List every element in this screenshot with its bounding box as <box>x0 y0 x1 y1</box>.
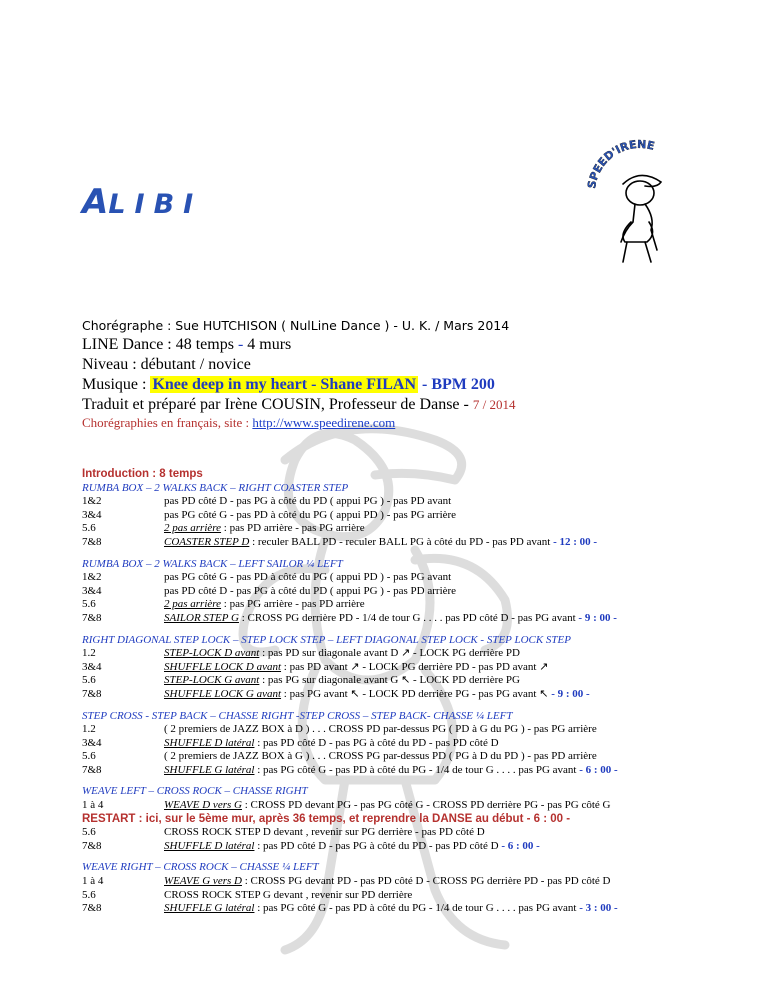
step-row <box>82 840 722 854</box>
step-count: 5.6 <box>82 826 96 839</box>
traduit-date: 7 / 2014 <box>472 397 516 412</box>
step-text: : pas PD côté D - pas PG à côté du PD - pas PD côté D <box>254 839 502 852</box>
step-row <box>82 522 722 536</box>
step-name: SAILOR STEP G <box>164 611 239 624</box>
step-text: : pas PG arrière - pas PD arrière <box>221 598 365 611</box>
step-row <box>82 902 722 916</box>
step-description <box>164 509 722 523</box>
step-description <box>164 723 722 737</box>
step-row <box>82 536 722 550</box>
step-name: SHUFFLE D latéral <box>164 736 255 749</box>
step-text: ( 2 premiers de JAZZ BOX à D ) . . . CROSS PD par-dessus PG ( PD à G du PG ) - pas PG arrière <box>164 723 597 736</box>
step-count: 5.6 <box>82 888 96 901</box>
step-description <box>164 750 722 764</box>
step-text: : CROSS PG derrière PD - 1/4 de tour G . . . . pas PD côté D - pas PG avant <box>238 611 579 624</box>
step-text: : pas PD côté D - pas PG à côté du PD - pas PD côté D <box>254 736 499 749</box>
step-description <box>164 902 722 916</box>
steps-body <box>82 468 722 916</box>
step-count: 1.2 <box>82 723 96 736</box>
step-row <box>82 750 722 764</box>
step-count: 1 à 4 <box>82 799 104 812</box>
line-dance-walls: 4 murs <box>247 336 292 353</box>
step-name: SHUFFLE G latéral <box>164 763 255 776</box>
step-text: pas PG côté G - pas PD à côté du PG ( appui PD ) - pas PG arrière <box>164 508 457 521</box>
step-row <box>82 661 722 675</box>
step-count: 7&8 <box>82 902 102 915</box>
step-name: 2 pas arrière <box>164 598 222 611</box>
wall-indicator: - 12 : 00 - <box>553 535 598 548</box>
step-description <box>164 647 722 661</box>
section-title: WEAVE RIGHT – CROSS ROCK – CHASSE ¼ LEFT <box>82 861 319 874</box>
step-name: STEP-LOCK D avant <box>164 647 260 660</box>
step-description <box>164 688 722 702</box>
step-text: : CROSS PG devant PD - pas PD côté D - CROSS PG derrière PD - pas PD côté D <box>241 875 611 888</box>
step-count: 1&2 <box>82 571 102 584</box>
speedirene-logo <box>585 138 695 268</box>
step-count: 5.6 <box>82 674 96 687</box>
step-row <box>82 764 722 778</box>
step-count: 7&8 <box>82 839 102 852</box>
step-name: 2 pas arrière <box>164 522 222 535</box>
step-description <box>164 495 722 509</box>
section-title: RIGHT DIAGONAL STEP LOCK – STEP LOCK STEP – LEFT DIAGONAL STEP LOCK - STEP LOCK STEP <box>82 633 571 646</box>
step-row <box>82 495 722 509</box>
step-description <box>164 522 722 536</box>
step-description <box>164 737 722 751</box>
step-text: : CROSS PD devant PG - pas PG côté G - CROSS PD derrière PG - pas PG côté G <box>241 799 611 812</box>
section-title: RUMBA BOX – 2 WALKS BACK – RIGHT COASTER STEP <box>82 481 349 494</box>
site-link[interactable]: http://www.speedirene.com <box>252 415 396 430</box>
step-description <box>164 674 722 688</box>
step-row <box>82 799 722 813</box>
step-row <box>82 889 722 903</box>
step-text: : pas PD sur diagonale avant D ↗ - LOCK PG derrière PD <box>259 647 520 660</box>
step-count: 3&4 <box>82 584 102 597</box>
step-name: STEP-LOCK G avant <box>164 674 260 687</box>
step-count: 7&8 <box>82 687 102 700</box>
step-description <box>164 612 722 626</box>
step-name: WEAVE D vers G <box>164 799 242 812</box>
step-text: pas PD côté D - pas PG à côté du PD ( appui PG ) - pas PD avant <box>164 495 452 508</box>
section-title: STEP CROSS - STEP BACK – CHASSE RIGHT -STEP CROSS – STEP BACK- CHASSE ¼ LEFT <box>82 709 513 722</box>
step-count: 5.6 <box>82 522 96 535</box>
step-row <box>82 612 722 626</box>
musique-line <box>82 375 722 395</box>
step-row <box>82 571 722 585</box>
step-row <box>82 674 722 688</box>
step-text: CROSS ROCK STEP G devant , revenir sur PD derrière <box>164 888 413 901</box>
step-description <box>164 661 722 675</box>
step-text: pas PD côté D - pas PG à côté du PD ( appui PG ) - pas PD arrière <box>164 584 457 597</box>
choregraphe-line: Chorégraphe : Sue HUTCHISON ( NulLine Dance ) - U. K. / Mars 2014 <box>82 318 510 333</box>
intro-line: Introduction : 8 temps <box>82 468 203 480</box>
step-text: : pas PG sur diagonale avant G ↖ - LOCK PD derrière PG <box>259 674 520 687</box>
step-name: SHUFFLE G latéral <box>164 902 255 915</box>
step-count: 1 à 4 <box>82 875 104 888</box>
step-row <box>82 723 722 737</box>
step-count: 3&4 <box>82 660 102 673</box>
site-line <box>82 415 722 431</box>
wall-indicator: - 3 : 00 - <box>579 902 618 915</box>
step-row <box>82 737 722 751</box>
dance-title-initial: A <box>82 182 109 222</box>
step-row <box>82 585 722 599</box>
step-description <box>164 826 722 840</box>
niveau-line: Niveau : débutant / novice <box>82 356 251 373</box>
step-name: WEAVE G vers D <box>164 875 242 888</box>
step-description <box>164 585 722 599</box>
step-description <box>164 840 722 854</box>
step-text: : pas PG côté G - pas PD à côté du PG - 1/4 de tour G . . . . pas PG avant <box>254 902 580 915</box>
dance-title <box>82 182 202 222</box>
musique-bpm: - BPM 200 <box>418 376 495 393</box>
step-name: SHUFFLE LOCK G avant <box>164 687 282 700</box>
step-text: pas PG côté G - pas PD à côté du PG ( appui PD ) - pas PG avant <box>164 571 452 584</box>
wall-indicator: - 6 : 00 - <box>501 839 540 852</box>
step-text: : pas PG côté G - pas PD à côté du PG - 1/4 de tour G . . . . pas PG avant <box>254 763 580 776</box>
step-description <box>164 536 722 550</box>
step-row <box>82 647 722 661</box>
musique-label: Musique : <box>82 376 151 393</box>
step-description <box>164 764 722 778</box>
step-description <box>164 799 722 813</box>
step-row <box>82 509 722 523</box>
site-label: Chorégraphies en français, site : <box>82 415 253 430</box>
restart-note: RESTART : ici, sur le 5ème mur, après 36 temps, et reprendre la DANSE au début - 6 : 00 - <box>82 812 571 825</box>
step-text: : pas PG avant ↖ - LOCK PD derrière PG - pas PG avant ↖ <box>281 687 552 700</box>
dance-title-rest: LIBI <box>108 189 203 220</box>
step-row <box>82 875 722 889</box>
step-text: ( 2 premiers de JAZZ BOX à G ) . . . CROSS PG par-dessus PD ( PG à D du PD ) - pas PD arrière <box>164 750 597 763</box>
header-block <box>82 318 722 431</box>
step-name: SHUFFLE D latéral <box>164 839 255 852</box>
step-count: 5.6 <box>82 750 96 763</box>
step-count: 1&2 <box>82 495 102 508</box>
step-description <box>164 875 722 889</box>
step-count: 7&8 <box>82 535 102 548</box>
step-text: : pas PD arrière - pas PG arrière <box>221 522 365 535</box>
step-row <box>82 826 722 840</box>
line-dance-line <box>82 335 722 355</box>
step-count: 3&4 <box>82 508 102 521</box>
step-row <box>82 688 722 702</box>
step-name: COASTER STEP D <box>164 535 250 548</box>
line-dance-count: LINE Dance : 48 temps <box>82 336 234 353</box>
step-description <box>164 598 722 612</box>
step-text: : pas PD avant ↗ - LOCK PG derrière PD - pas PD avant ↗ <box>281 660 549 673</box>
traduit-text: Traduit et préparé par Irène COUSIN, Professeur de Danse - <box>82 396 473 413</box>
traduit-line <box>82 395 722 415</box>
step-row <box>82 598 722 612</box>
step-description <box>164 571 722 585</box>
wall-indicator: - 6 : 00 - <box>579 763 618 776</box>
line-dance-sep: - <box>237 336 244 353</box>
step-description <box>164 889 722 903</box>
step-count: 3&4 <box>82 736 102 749</box>
step-count: 5.6 <box>82 598 96 611</box>
logo-text: SPEED'IRENE <box>585 138 656 190</box>
wall-indicator: - 9 : 00 - <box>578 611 617 624</box>
section-title: RUMBA BOX – 2 WALKS BACK – LEFT SAILOR ¼ LEFT <box>82 557 343 570</box>
step-name: SHUFFLE LOCK D avant <box>164 660 282 673</box>
step-count: 7&8 <box>82 763 102 776</box>
step-count: 1.2 <box>82 647 96 660</box>
step-text: : reculer BALL PD - reculer BALL PG à côté du PD - pas PD avant <box>249 535 554 548</box>
wall-indicator: - 9 : 00 - <box>551 687 590 700</box>
step-text: CROSS ROCK STEP D devant , revenir sur PG derrière - pas PD côté D <box>164 826 485 839</box>
step-count: 7&8 <box>82 611 102 624</box>
musique-title: Knee deep in my heart - Shane FILAN <box>152 376 417 393</box>
section-title: WEAVE LEFT – CROSS ROCK – CHASSE RIGHT <box>82 785 308 798</box>
